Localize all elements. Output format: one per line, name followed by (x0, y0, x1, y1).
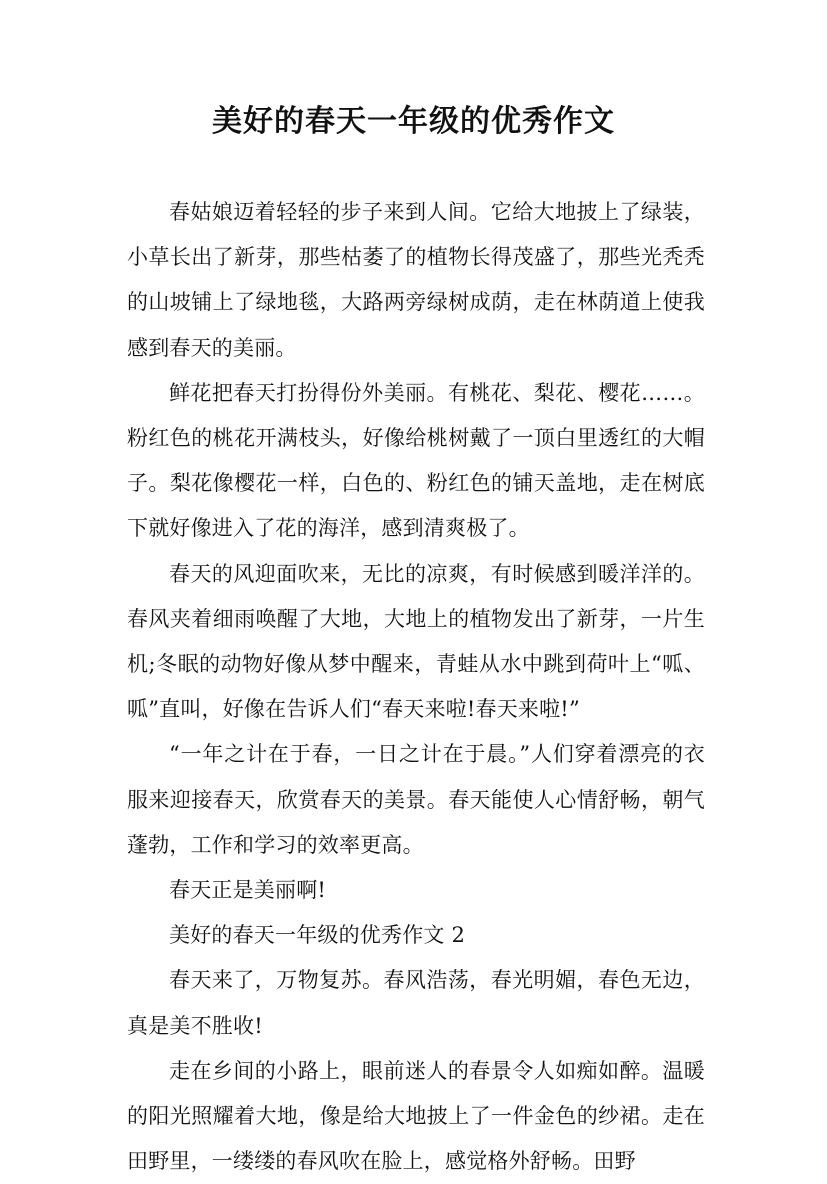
paragraph-1: 春姑娘迈着轻轻的步子来到人间。它给大地披上了绿装，小草长出了新芽，那些枯萎了的植物长得茂盛了，那些光秃秃的山坡铺上了绿地毯，大路两旁绿树成荫，走在林荫道上使我感到春天的美丽。 (127, 200, 705, 360)
paragraph-4: “一年之计在于春，一日之计在于晨。”人们穿着漂亮的衣服来迎接春天，欣赏春天的美景。春天能使人心情舒畅，朝气蓬勃，工作和学习的效率更高。 (127, 742, 705, 857)
document-body (127, 190, 705, 1184)
document-title: 美好的春天一年级的优秀作文 (212, 104, 615, 139)
section-heading: 美好的春天一年级的优秀作文 2 (169, 923, 466, 948)
paragraph-5: 春天正是美丽啊! (169, 878, 327, 903)
paragraph-2: 鲜花把春天打扮得份外美丽。有桃花、梨花、樱花……。粉红色的桃花开满枝头，好像给桃树戴了一顶白里透红的大帽子。梨花像樱花一样，白色的、粉红色的铺天盖地，走在树底下就好像进入了花的海洋，感到清爽极了。 (127, 380, 705, 541)
paragraph-7: 走在乡间的小路上，眼前迷人的春景令人如痴如醉。温暖的阳光照耀着大地，像是给大地披上了一件金色的纱裙。走在田野里，一缕缕的春风吹在脸上，感觉格外舒畅。田野 (127, 1058, 705, 1174)
paragraph-6: 春天来了，万物复苏。春风浩荡，春光明媚，春色无边，真是美不胜收! (127, 968, 705, 1038)
paragraph-3: 春天的风迎面吹来，无比的凉爽，有时候感到暖洋洋的。春风夹着细雨唤醒了大地，大地上的植物发出了新芽，一片生机;冬眠的动物好像从梦中醒来，青蛙从水中跳到荷叶上“呱、呱”直叫，好像在告诉人们“春天来啦!春天来啦!” (127, 561, 705, 722)
